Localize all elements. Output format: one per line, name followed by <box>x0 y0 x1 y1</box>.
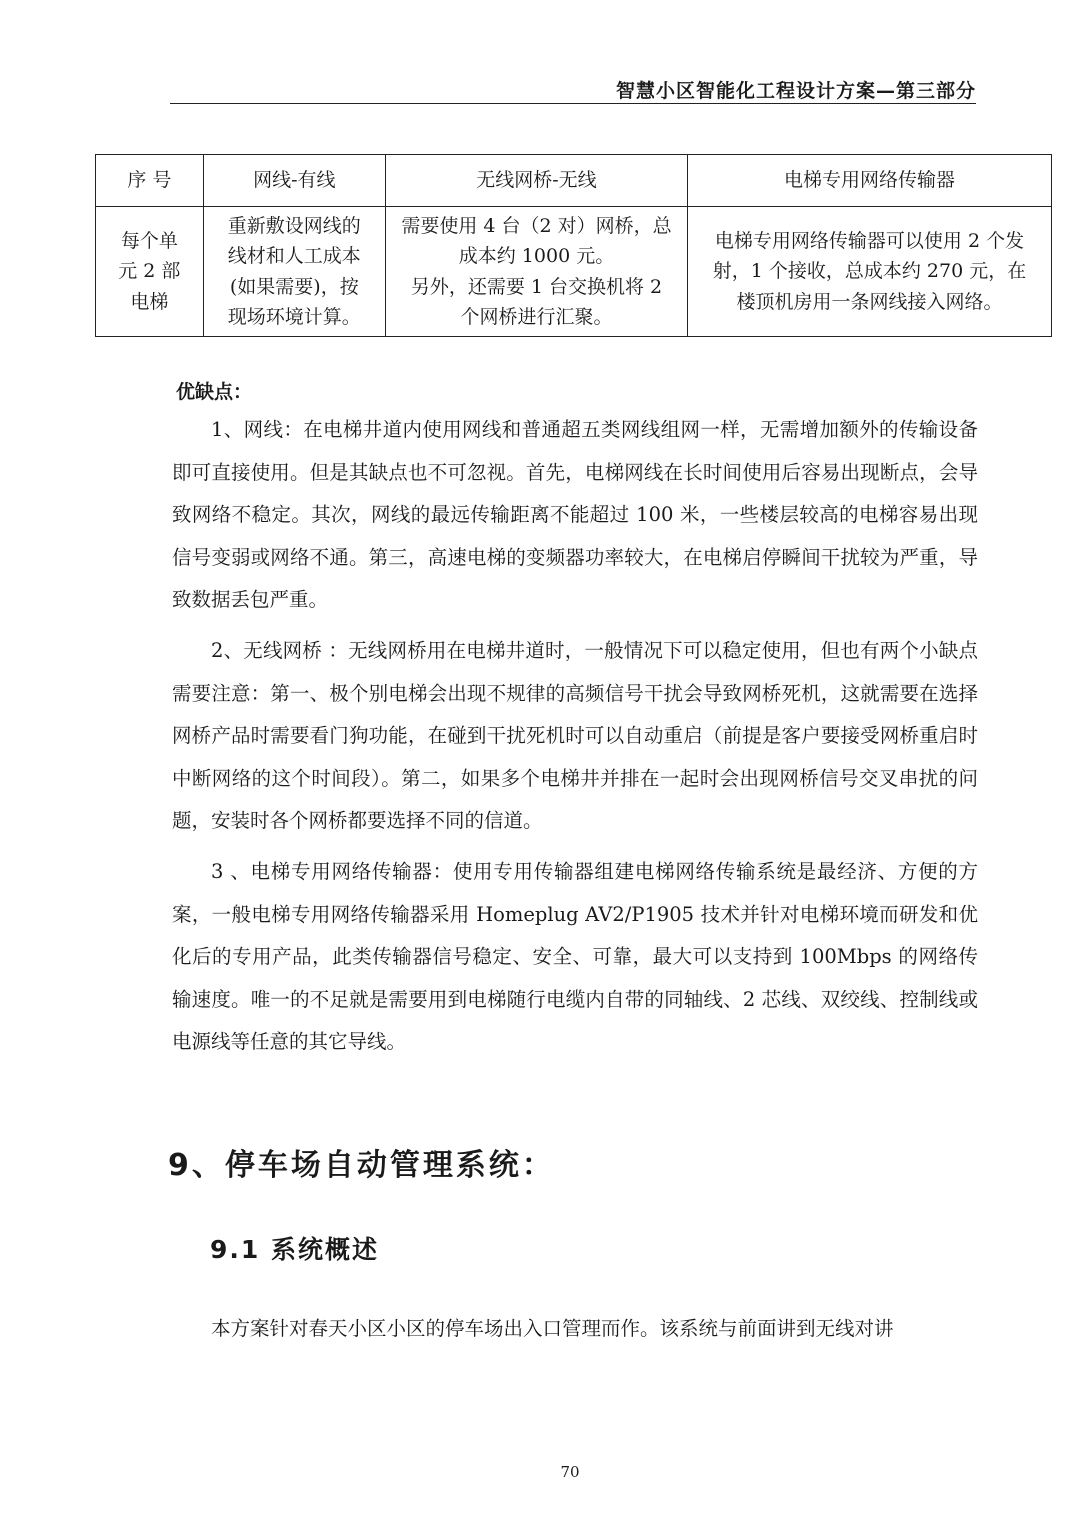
pros-cons-title: 优缺点： <box>176 381 253 403</box>
table-cell-elevator-transmitter <box>688 207 1052 337</box>
table-header-cell: 序 号 <box>96 155 204 207</box>
cell-line: 另外，还需要 1 台交换机将 2 <box>410 275 663 298</box>
subsection-heading: 9.1 系统概述 <box>210 1235 379 1264</box>
cell-line: 成本约 1000 元。 <box>458 245 615 268</box>
table-cell-wired <box>203 207 385 337</box>
paragraph-parking-intro: 本方案针对春天小区小区的停车场出入口管理而作。该系统与前面讲到无线对讲 <box>211 1317 894 1340</box>
paragraph-elevator-transmitter <box>172 851 978 1064</box>
cost-comparison-table <box>95 154 1052 337</box>
table-header-cell: 网线-有线 <box>203 155 385 207</box>
cell-line: 线材和人工成本 <box>227 245 361 268</box>
cell-line: 个网桥进行汇聚。 <box>460 305 613 328</box>
table-header-row <box>96 155 1052 207</box>
cell-line: 射，1 个接收，总成本约 270 元，在 <box>712 260 1027 283</box>
cell-line: 楼顶机房用一条网线接入网络。 <box>736 290 1003 313</box>
paragraph-network-cable <box>172 409 978 622</box>
table-header-cell: 电梯专用网络传输器 <box>688 155 1052 207</box>
table-header-cell: 无线网桥-无线 <box>385 155 687 207</box>
table-row <box>96 207 1052 337</box>
cell-line: 重新敷设网线的 <box>227 214 361 237</box>
table-cell-wireless <box>385 207 687 337</box>
cell-line: 电梯专用网络传输器可以使用 2 个发 <box>714 229 1025 252</box>
table-cell-item <box>96 207 204 337</box>
paragraph-wireless-bridge <box>172 630 978 843</box>
header-divider <box>170 103 976 104</box>
page-header-title: 智慧小区智能化工程设计方案—第三部分 <box>615 80 976 102</box>
section-heading: 9、停车场自动管理系统： <box>168 1148 555 1183</box>
paragraph-text: 3 、电梯专用网络传输器：使用专用传输器组建电梯网络传输系统是最经济、方便的方案，一般电梯专用网络传输器采用 Homeplug AV2/P1905 技术并针对电梯环境而研发和优化后的专用产品，此类传输器信号稳定、安全、可靠，最大可以支持到 100Mbps 的网络传输速度。唯一的不足就是需要用到电梯随行电缆内自带的同轴线、2 芯线、双绞线、控制线或电源线等任意的其它导线。 <box>172 860 978 1053</box>
cell-line: (如果需要)，按 <box>229 275 359 298</box>
paragraph-text: 2、无线网桥 ：无线网桥用在电梯井道时，一般情况下可以稳定使用，但也有两个小缺点需要注意：第一、极个别电梯会出现不规律的高频信号干扰会导致网桥死机，这就需要在选择网桥产品时需要看门狗功能，在碰到干扰死机时可以自动重启（前提是客户要接受网桥重启时中断网络的这个时间段）。第二，如果多个电梯井并排在一起时会出现网桥信号交叉串扰的问题，安装时各个网桥都要选择不同的信道。 <box>172 639 978 832</box>
cell-line: 电梯 <box>130 290 169 313</box>
cell-line: 需要使用 4 台（2 对）网桥，总 <box>401 214 672 237</box>
page-number: 70 <box>560 1463 580 1481</box>
cell-line: 现场环境计算。 <box>227 305 361 328</box>
cell-line: 元 2 部 <box>118 260 181 283</box>
cell-line: 每个单 <box>120 229 178 252</box>
paragraph-text: 1、网线：在电梯井道内使用网线和普通超五类网线组网一样，无需增加额外的传输设备即可直接使用。但是其缺点也不可忽视。首先，电梯网线在长时间使用后容易出现断点，会导致网络不稳定。其次，网线的最远传输距离不能超过 100 米，一些楼层较高的电梯容易出现信号变弱或网络不通。第三，高速电梯的变频器功率较大，在电梯启停瞬间干扰较为严重，导致数据丢包严重。 <box>172 418 978 611</box>
